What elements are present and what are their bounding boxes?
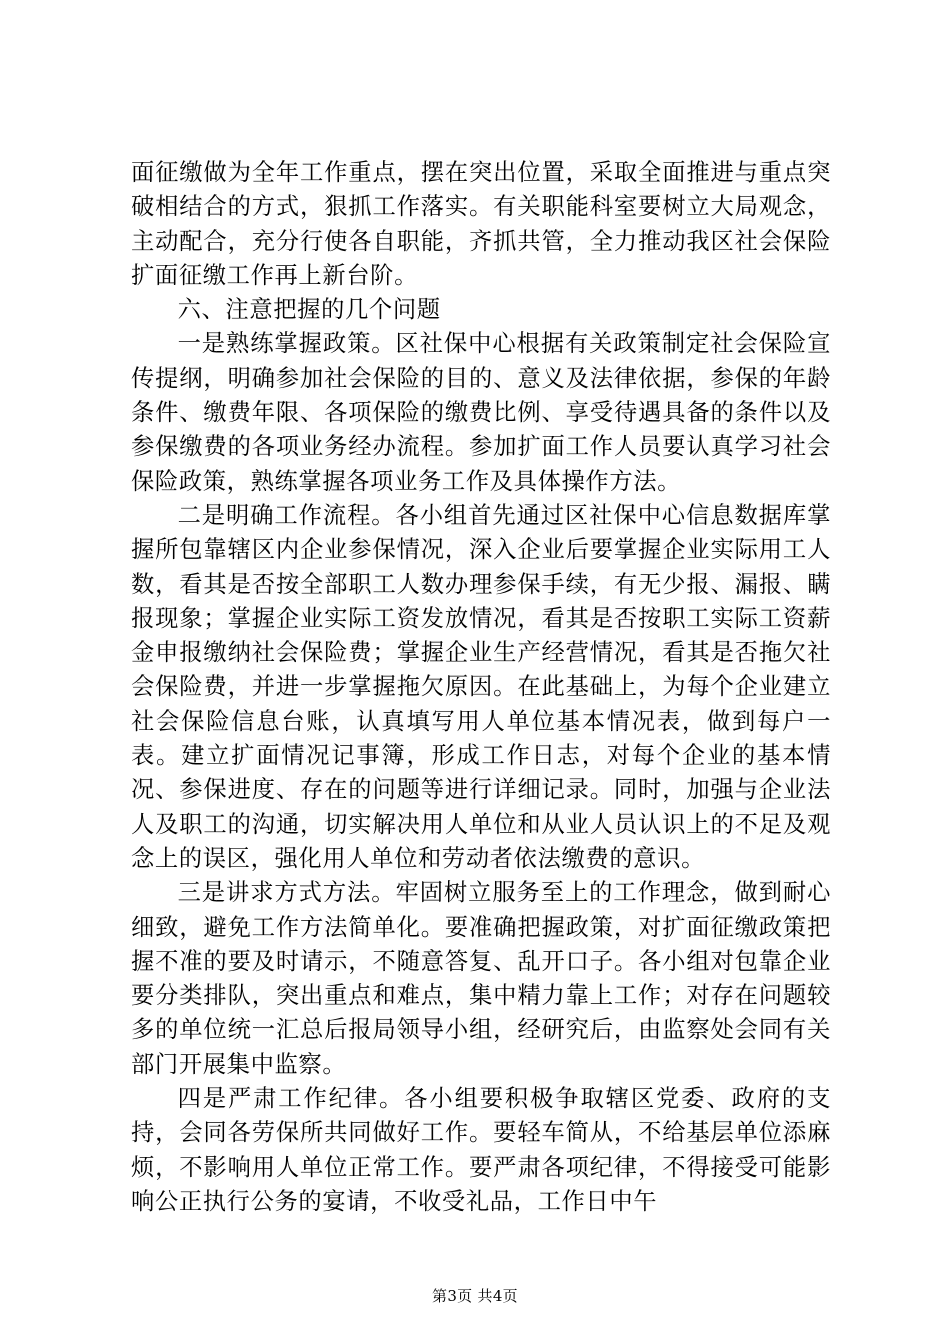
document-body <box>131 156 831 1219</box>
paragraph-workflow: 二是明确工作流程。各小组首先通过区社保中心信息数据库掌握所包靠辖区内企业参保情况，深入企业后要掌握企业实际用工人数，看其是否按全部职工人数办理参保手续，有无少报、漏报、瞒报现象；掌握企业实际工资发放情况，看其是否按职工实际工资薪金申报缴纳社会保险费；掌握企业生产经营情况，看其是否拖欠社会保险费，并进一步掌握拖欠原因。在此基础上，为每个企业建立社会保险信息台账，认真填写用人单位基本情况表，做到每户一表。建立扩面情况记事簿，形成工作日志，对每个企业的基本情况、参保进度、存在的问题等进行详细记录。同时，加强与企业法人及职工的沟通，切实解决用人单位和从业人员认识上的不足及观念上的误区，强化用人单位和劳动者依法缴费的意识。 <box>131 501 831 872</box>
paragraph-methods: 三是讲求方式方法。牢固树立服务至上的工作理念，做到耐心细致，避免工作方法简单化。要准确把握政策，对扩面征缴政策把握不准的要及时请示，不随意答复、乱开口子。各小组对包靠企业要分类排队，突出重点和难点，集中精力靠上工作；对存在问题较多的单位统一汇总后报局领导小组，经研究后，由监察处会同有关部门开展集中监察。 <box>131 879 831 1078</box>
paragraph-continuation: 面征缴做为全年工作重点，摆在突出位置，采取全面推进与重点突破相结合的方式，狠抓工作落实。有关职能科室要树立大局观念，主动配合，充分行使各自职能，齐抓共管，全力推动我区社会保险扩面征缴工作再上新台阶。 <box>131 159 831 289</box>
paragraph-discipline: 四是严肃工作纪律。各小组要积极争取辖区党委、政府的支持，会同各劳保所共同做好工作。要轻车简从，不给基层单位添麻烦，不影响用人单位正常工作。要严肃各项纪律，不得接受可能影响公正执行公务的宴请，不收受礼品，工作日中午 <box>131 1085 831 1215</box>
paragraph-policy: 一是熟练掌握政策。区社保中心根据有关政策制定社会保险宣传提纲，明确参加社会保险的目的、意义及法律依据，参保的年龄条件、缴费年限、各项保险的缴费比例、享受待遇具备的条件以及参保缴费的各项业务经办流程。参加扩面工作人员要认真学习社会保险政策，熟练掌握各项业务工作及具体操作方法。 <box>131 330 831 495</box>
section-heading: 六、注意把握的几个问题 <box>177 296 441 324</box>
page-number: 第3页 共4页 <box>432 1287 518 1305</box>
